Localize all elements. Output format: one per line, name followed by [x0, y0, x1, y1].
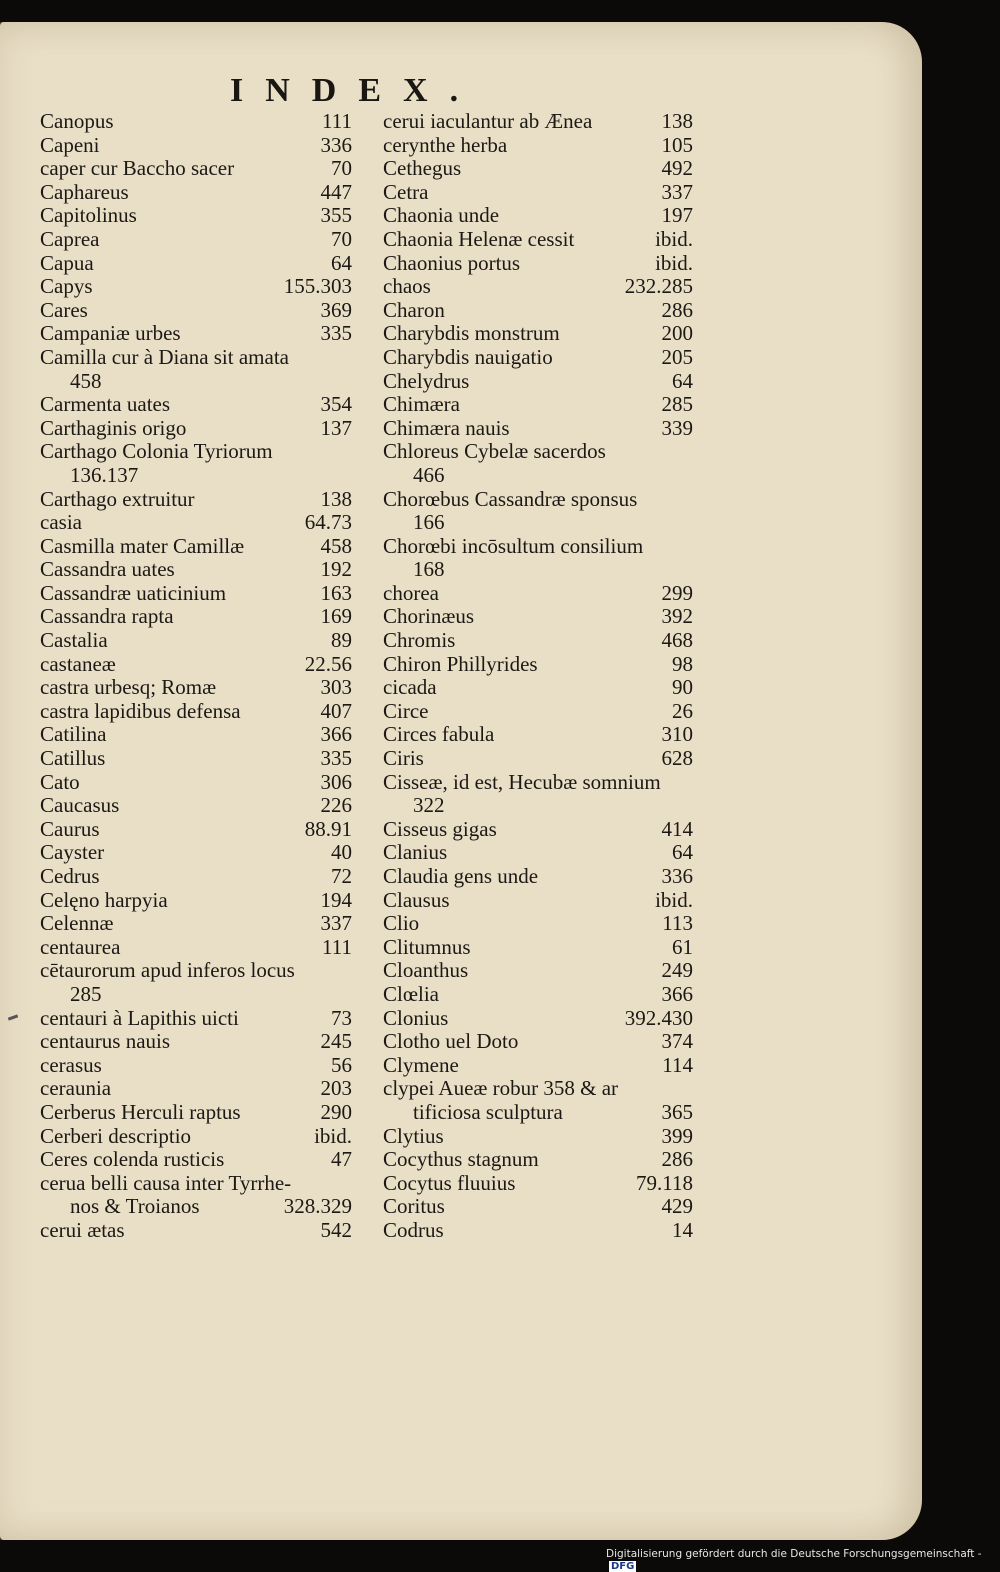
entry-page-number: 105	[661, 132, 693, 157]
entry-label: Charybdis nauigatio	[383, 344, 553, 369]
index-entry	[383, 771, 693, 818]
entry-page-number: 628	[661, 746, 693, 771]
entry-label: Chorinæus	[383, 604, 475, 629]
entry-label: Cassandra rapta	[40, 604, 174, 629]
index-entry	[40, 558, 352, 582]
entry-page-number: 392.430	[624, 1005, 693, 1030]
entry-label: Cedrus	[40, 864, 100, 888]
continuation-text: 322	[413, 793, 445, 818]
entry-page-number: 407	[320, 698, 352, 723]
entry-label: Capitolinus	[40, 203, 137, 228]
footer-credit	[606, 1548, 1000, 1572]
entry-label: Carthaginis origo	[40, 415, 187, 440]
entry-page-number: ibid.	[655, 226, 693, 251]
index-entry	[383, 983, 693, 1007]
entry-page-number: 286	[661, 297, 693, 322]
entry-page-number: 492	[661, 156, 693, 181]
entry-label: Chaonia Helenæ cessit	[383, 226, 575, 251]
index-entry	[40, 1007, 352, 1031]
entry-label: Cethegus	[383, 156, 462, 181]
entry-page-number: 47	[331, 1147, 352, 1172]
index-entry	[40, 629, 352, 653]
index-entry	[40, 511, 352, 535]
index-entry	[383, 841, 693, 865]
continuation-text: 168	[413, 557, 445, 582]
entry-label: Clytius	[383, 1123, 444, 1148]
index-entry	[40, 1101, 352, 1125]
entry-label: Charybdis monstrum	[383, 321, 560, 346]
entry-page-number: 111	[322, 109, 352, 133]
index-entry	[40, 771, 352, 795]
entry-page-number: 169	[320, 604, 352, 629]
index-entry	[383, 252, 693, 276]
index-column-left	[40, 110, 352, 1243]
entry-page-number: 414	[661, 816, 693, 841]
index-entry	[383, 629, 693, 653]
entry-page-number: 113	[662, 911, 693, 936]
entry-label: Capua	[40, 250, 94, 275]
entry-label: castaneæ	[40, 651, 116, 676]
index-entry	[40, 889, 352, 913]
entry-label: castra urbesq; Romæ	[40, 675, 217, 700]
index-entry	[40, 440, 352, 487]
entry-page-number: 88.91	[304, 816, 352, 841]
entry-label: Clonius	[383, 1005, 449, 1030]
entry-page-number: 337	[661, 179, 693, 204]
index-entry	[383, 110, 693, 134]
index-entry	[383, 1030, 693, 1054]
entry-page-number: 79.118	[636, 1170, 693, 1195]
entry-label: Cares	[40, 297, 88, 322]
index-entry	[40, 676, 352, 700]
entry-continuation	[40, 983, 352, 1007]
footer-text: Digitalisierung gefördert durch die Deutsche Forschungsgemeinschaft -	[606, 1548, 982, 1560]
entry-label: cerui ætas	[40, 1217, 125, 1242]
entry-page-number: 98	[672, 651, 693, 676]
entry-page-number: 163	[320, 580, 352, 605]
index-entry	[383, 1125, 693, 1149]
index-entry	[383, 393, 693, 417]
entry-page-number: 335	[320, 746, 352, 771]
entry-label: Campaniæ urbes	[40, 321, 181, 346]
entry-label: Cayster	[40, 840, 105, 865]
entry-page-number: 72	[331, 864, 352, 888]
continuation-text: 136.137	[70, 462, 139, 487]
entry-label: castra lapidibus defensa	[40, 698, 241, 723]
entry-page-number: 337	[320, 911, 352, 936]
entry-page-number: 64	[331, 250, 352, 275]
index-entry	[40, 299, 352, 323]
entry-page-number: 138	[661, 109, 693, 133]
index-entry	[40, 110, 352, 134]
entry-label: chorea	[383, 580, 439, 605]
entry-page-number: 366	[661, 981, 693, 1006]
index-entry	[40, 181, 352, 205]
entry-page-number: 200	[661, 321, 693, 346]
entry-label: Chaonius portus	[383, 250, 521, 275]
entry-label: Celennæ	[40, 911, 114, 936]
entry-page-number: 447	[320, 179, 352, 204]
index-entry	[383, 747, 693, 771]
index-entry	[383, 1007, 693, 1031]
entry-page-number: 335	[320, 321, 352, 346]
entry-page-number: 310	[661, 722, 693, 747]
index-entry	[383, 275, 693, 299]
index-entry	[40, 275, 352, 299]
index-entry	[40, 605, 352, 629]
index-entry	[383, 818, 693, 842]
index-entry	[383, 1148, 693, 1172]
continuation-text: nos & Troianos	[70, 1194, 200, 1219]
entry-label: Caucasus	[40, 793, 120, 818]
index-entry	[40, 346, 352, 393]
entry-continuation	[383, 794, 693, 818]
entry-page-number: 197	[661, 203, 693, 228]
entry-label: Chromis	[383, 628, 456, 653]
entry-page-number: 392	[661, 604, 693, 629]
entry-page-number: 249	[661, 958, 693, 983]
entry-label: Cisseus gigas	[383, 816, 497, 841]
entry-label: cētaurorum apud inferos locus	[40, 958, 295, 983]
entry-page-number: 89	[331, 628, 352, 653]
index-entry	[40, 1125, 352, 1149]
entry-page-number: 303	[320, 675, 352, 700]
index-entry	[40, 936, 352, 960]
entry-label: Chimæra	[383, 392, 460, 417]
entry-label: cerua belli causa inter Tyrrhe-	[40, 1170, 292, 1195]
entry-continuation	[40, 464, 352, 488]
index-entry	[40, 912, 352, 936]
entry-continuation	[383, 558, 693, 582]
index-entry	[383, 1195, 693, 1219]
entry-page-number: ibid.	[655, 250, 693, 275]
entry-page-number: 203	[320, 1076, 352, 1101]
entry-page-number: 354	[320, 392, 352, 417]
entry-page-number: 232.285	[624, 274, 693, 299]
index-entry	[40, 865, 352, 889]
index-entry	[40, 818, 352, 842]
index-entry	[383, 535, 693, 582]
entry-label: Charon	[383, 297, 445, 322]
index-entry	[383, 700, 693, 724]
entry-label: Carmenta uates	[40, 392, 171, 417]
entry-page-number: 56	[331, 1052, 352, 1077]
entry-label: casia	[40, 510, 82, 535]
entry-label: Canopus	[40, 109, 114, 133]
index-entry	[40, 1030, 352, 1054]
entry-label: clypei Aueæ robur 358 & ar	[383, 1076, 619, 1101]
entry-label: Caurus	[40, 816, 100, 841]
index-entry	[40, 1219, 352, 1243]
index-entry	[40, 417, 352, 441]
entry-label: Clanius	[383, 840, 448, 865]
entry-label: Chorœbi incōsultum consilium	[383, 533, 644, 558]
entry-page-number: 542	[320, 1217, 352, 1242]
entry-page-number: 226	[320, 793, 352, 818]
index-entry	[40, 1054, 352, 1078]
entry-label: centaurea	[40, 934, 121, 959]
entry-label: Cocytus fluuius	[383, 1170, 516, 1195]
entry-page-number: 299	[661, 580, 693, 605]
index-entry	[383, 228, 693, 252]
index-entry	[40, 1172, 352, 1219]
entry-label: Capys	[40, 274, 93, 299]
index-entry	[40, 393, 352, 417]
entry-page-number: 194	[320, 887, 352, 912]
index-entry	[383, 488, 693, 535]
entry-label: Carthago extruitur	[40, 486, 195, 511]
index-entry	[383, 889, 693, 913]
entry-label: Claudia gens unde	[383, 864, 539, 888]
entry-label: Clausus	[383, 887, 450, 912]
entry-page-number: 429	[661, 1194, 693, 1219]
index-entry	[40, 959, 352, 1006]
entry-page-number: 328.329	[283, 1194, 352, 1219]
entry-label: cerasus	[40, 1052, 102, 1077]
entry-label: ceraunia	[40, 1076, 112, 1101]
entry-page-number: 468	[661, 628, 693, 653]
entry-label: Clœlia	[383, 981, 439, 1006]
entry-label: Castalia	[40, 628, 108, 653]
entry-page-number: 64	[672, 368, 693, 393]
entry-page-number: 22.56	[304, 651, 352, 676]
index-entry	[40, 582, 352, 606]
entry-label: Clymene	[383, 1052, 459, 1077]
index-entry	[40, 322, 352, 346]
index-entry	[40, 134, 352, 158]
entry-page-number: 14	[672, 1217, 693, 1242]
index-entry	[383, 370, 693, 394]
continuation-text: 466	[413, 462, 445, 487]
entry-label: chaos	[383, 274, 431, 299]
entry-label: Clotho uel Doto	[383, 1029, 519, 1054]
entry-page-number: 70	[331, 156, 352, 181]
entry-label: Circe	[383, 698, 429, 723]
index-entry	[383, 865, 693, 889]
entry-page-number: 366	[320, 722, 352, 747]
entry-label: Cassandra uates	[40, 557, 175, 582]
entry-page-number: 336	[320, 132, 352, 157]
entry-page-number: ibid.	[655, 887, 693, 912]
entry-label: Clio	[383, 911, 420, 936]
entry-label: Chiron Phillyrides	[383, 651, 538, 676]
index-entry	[383, 157, 693, 181]
entry-page-number: 339	[661, 415, 693, 440]
entry-label: Casmilla mater Camillæ	[40, 533, 245, 558]
index-entry	[383, 346, 693, 370]
entry-page-number: 111	[322, 934, 352, 959]
index-entry	[383, 1172, 693, 1196]
entry-page-number: 336	[661, 864, 693, 888]
index-entry	[40, 228, 352, 252]
entry-page-number: 26	[672, 698, 693, 723]
index-entry	[383, 1219, 693, 1243]
index-entry	[383, 417, 693, 441]
entry-label: Cassandræ uaticinium	[40, 580, 227, 605]
index-entry	[383, 1077, 693, 1124]
entry-label: Carthago Colonia Tyriorum	[40, 439, 273, 464]
index-column-right	[383, 110, 693, 1243]
entry-page-number: 40	[331, 840, 352, 865]
entry-label: centauri à Lapithis uicti	[40, 1005, 239, 1030]
index-entry	[40, 747, 352, 771]
entry-page-number: ibid.	[314, 1123, 352, 1148]
entry-label: Circes fabula	[383, 722, 495, 747]
continuation-text: 458	[70, 368, 102, 393]
index-entry	[40, 204, 352, 228]
index-entry	[40, 488, 352, 512]
entry-page-number: 114	[662, 1052, 693, 1077]
entry-page-number: 369	[320, 297, 352, 322]
index-entry	[40, 700, 352, 724]
entry-page-number: 374	[661, 1029, 693, 1054]
continuation-text: 285	[70, 981, 102, 1006]
index-entry	[383, 936, 693, 960]
entry-page-number: 306	[320, 769, 352, 794]
entry-label: Cato	[40, 769, 80, 794]
entry-label: Coritus	[383, 1194, 445, 1219]
entry-page-number: 137	[320, 415, 352, 440]
index-entry	[383, 181, 693, 205]
entry-page-number: 61	[672, 934, 693, 959]
entry-label: cerynthe herba	[383, 132, 508, 157]
index-entry	[40, 535, 352, 559]
entry-page-number: 365	[661, 1099, 693, 1124]
entry-label: Chelydrus	[383, 368, 470, 393]
entry-continuation	[40, 1195, 352, 1219]
entry-continuation	[383, 511, 693, 535]
entry-page-number: 355	[320, 203, 352, 228]
entry-label: Catilina	[40, 722, 107, 747]
index-entry	[383, 440, 693, 487]
entry-page-number: 73	[331, 1005, 352, 1030]
entry-label: Caprea	[40, 226, 100, 251]
index-entry	[383, 582, 693, 606]
continuation-text: tificiosa sculptura	[413, 1099, 563, 1124]
entry-page-number: 290	[320, 1099, 352, 1124]
entry-page-number: 64.73	[304, 510, 352, 535]
index-entry	[40, 841, 352, 865]
entry-label: Chimæra nauis	[383, 415, 510, 440]
index-entry	[383, 134, 693, 158]
entry-label: Catillus	[40, 746, 106, 771]
entry-label: Caphareus	[40, 179, 129, 204]
entry-page-number: 138	[320, 486, 352, 511]
entry-label: Cetra	[383, 179, 429, 204]
entry-page-number: 205	[661, 344, 693, 369]
index-entry	[383, 204, 693, 228]
index-entry	[40, 723, 352, 747]
index-entry	[383, 322, 693, 346]
entry-page-number: 286	[661, 1147, 693, 1172]
entry-label: centaurus nauis	[40, 1029, 171, 1054]
index-entry	[383, 299, 693, 323]
entry-label: Ceres colenda rusticis	[40, 1147, 225, 1172]
entry-page-number: 285	[661, 392, 693, 417]
entry-page-number: 155.303	[283, 274, 352, 299]
entry-page-number: 458	[320, 533, 352, 558]
index-entry	[40, 794, 352, 818]
page-header: INDEX.	[230, 72, 481, 109]
entry-page-number: 90	[672, 675, 693, 700]
index-entry	[40, 252, 352, 276]
entry-page-number: 245	[320, 1029, 352, 1054]
index-entry	[40, 653, 352, 677]
entry-label: Clitumnus	[383, 934, 471, 959]
entry-label: Codrus	[383, 1217, 444, 1242]
index-entry	[383, 653, 693, 677]
index-entry	[383, 676, 693, 700]
entry-label: Capeni	[40, 132, 100, 157]
index-entry	[383, 959, 693, 983]
index-entry	[383, 1054, 693, 1078]
entry-label: cicada	[383, 675, 437, 700]
entry-label: caper cur Baccho sacer	[40, 156, 235, 181]
entry-label: Ciris	[383, 746, 424, 771]
entry-label: Cisseæ, id est, Hecubæ somnium	[383, 769, 661, 794]
entry-page-number: 64	[672, 840, 693, 865]
index-entry	[383, 723, 693, 747]
entry-continuation	[383, 464, 693, 488]
index-entry	[40, 157, 352, 181]
continuation-text: 166	[413, 510, 445, 535]
entry-continuation	[40, 370, 352, 394]
entry-label: Cerberi descriptio	[40, 1123, 192, 1148]
entry-label: Chaonia unde	[383, 203, 500, 228]
entry-label: cerui iaculantur ab Ænea	[383, 109, 593, 133]
entry-page-number: 399	[661, 1123, 693, 1148]
index-entry	[383, 605, 693, 629]
entry-label: Celęno harpyia	[40, 887, 168, 912]
dfg-logo: DFG	[611, 1561, 635, 1572]
entry-label: Chorœbus Cassandræ sponsus	[383, 486, 638, 511]
entry-label: Cloanthus	[383, 958, 469, 983]
entry-continuation	[383, 1101, 693, 1125]
entry-label: Camilla cur à Diana sit amata	[40, 344, 289, 369]
entry-page-number: 70	[331, 226, 352, 251]
entry-label: Cerberus Herculi raptus	[40, 1099, 241, 1124]
index-entry	[40, 1077, 352, 1101]
index-entry	[383, 912, 693, 936]
entry-label: Chloreus Cybelæ sacerdos	[383, 439, 606, 464]
index-entry	[40, 1148, 352, 1172]
entry-label: Cocythus stagnum	[383, 1147, 539, 1172]
entry-page-number: 192	[320, 557, 352, 582]
